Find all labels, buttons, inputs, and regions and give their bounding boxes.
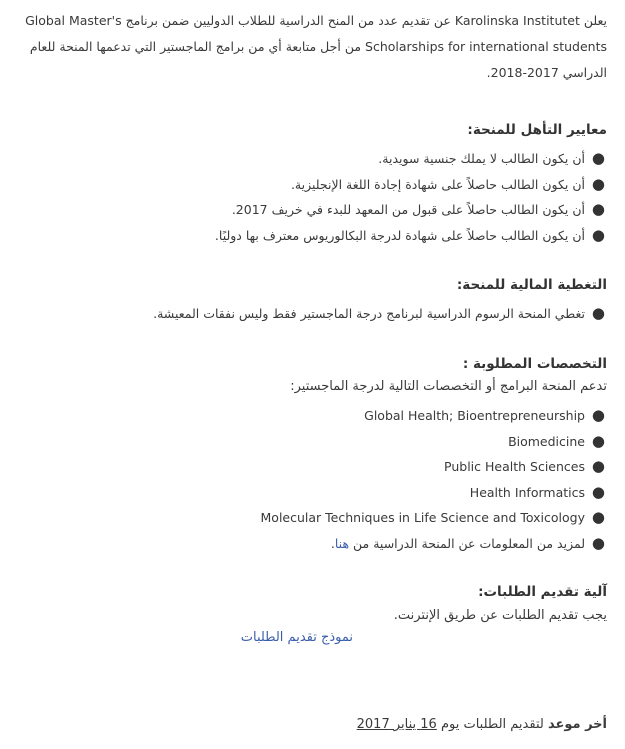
coverage-heading: التغطية المالية للمنحة: (456, 277, 607, 293)
deadline-label: أخر موعد (547, 717, 607, 732)
list-item: ● لمزيد من المعلومات عن المنحة الدراسية من هنا. (261, 531, 607, 557)
bullet-icon: ● (591, 174, 605, 193)
coverage-list (153, 301, 607, 327)
more-info-link[interactable]: هنا (334, 535, 350, 551)
list-item: ● أن يكون الطالب حاصلاً على قبول من المعهد للبدء في خريف 2017. (215, 197, 607, 223)
bullet-icon: ● (591, 200, 605, 218)
list-item: ● Molecular Techniques in Life Science and Toxicology (261, 505, 607, 531)
bullet-icon: ● (591, 431, 605, 450)
bullet-icon: ● (591, 533, 605, 552)
eligibility-list (215, 146, 607, 248)
majors-list (261, 403, 607, 556)
list-item: ● أن يكون الطالب لا يملك جنسية سويدية. (215, 146, 607, 172)
application-form-paragraph (241, 625, 353, 650)
application-text: يجب تقديم الطلبات عن طريق الإنترنت. (393, 608, 607, 623)
intro-paragraph: يعلن Karolinska Institutet عن تقديم عدد من المنح الدراسية للطلاب الدوليين ضمن برنامج Global Master's Scholarships for international students من أجل متابعة أي من برامج الماجستير التي تدعمها المنحة للعام الدراسي 2017-2018. (25, 13, 607, 80)
list-item: ● تغطي المنحة الرسوم الدراسية لبرنامج درجة الماجستير فقط وليس نفقات المعيشة. (153, 301, 607, 327)
deadline-date: 16 يناير 2017 (356, 717, 437, 732)
bullet-icon: ● (591, 304, 605, 322)
application-heading: آلية تقديم الطلبات: (478, 584, 607, 600)
bullet-icon: ● (591, 225, 605, 244)
list-item: ● Public Health Sciences (261, 454, 607, 480)
list-item: ● Biomedicine (261, 429, 607, 455)
bullet-icon: ● (591, 457, 605, 475)
deadline-line (357, 712, 607, 737)
majors-intro: تدعم المنحة البرامج أو التخصصات التالية لدرجة الماجستير: (290, 379, 607, 394)
list-item: ● Health Informatics (261, 480, 607, 506)
application-form-link[interactable]: نموذج تقديم الطلبات (240, 630, 353, 645)
bullet-icon: ● (591, 406, 605, 424)
deadline-text: لتقديم الطلبات يوم (436, 717, 548, 732)
majors-heading: التخصصات المطلوبة : (462, 356, 607, 372)
bullet-icon: ● (591, 508, 605, 526)
list-item: ● أن يكون الطالب حاصلاً على شهادة لدرجة البكالوريوس معترف بها دوليًا. (215, 223, 607, 249)
bullet-icon: ● (591, 482, 605, 501)
list-item: ● أن يكون الطالب حاصلاً على شهادة إجادة اللغة الإنجليزية. (215, 172, 607, 198)
bullet-icon: ● (591, 149, 605, 167)
list-item: ● Global Health; Bioentrepreneurship (261, 403, 607, 429)
eligibility-heading: معايير التأهل للمنحة: (467, 122, 607, 138)
